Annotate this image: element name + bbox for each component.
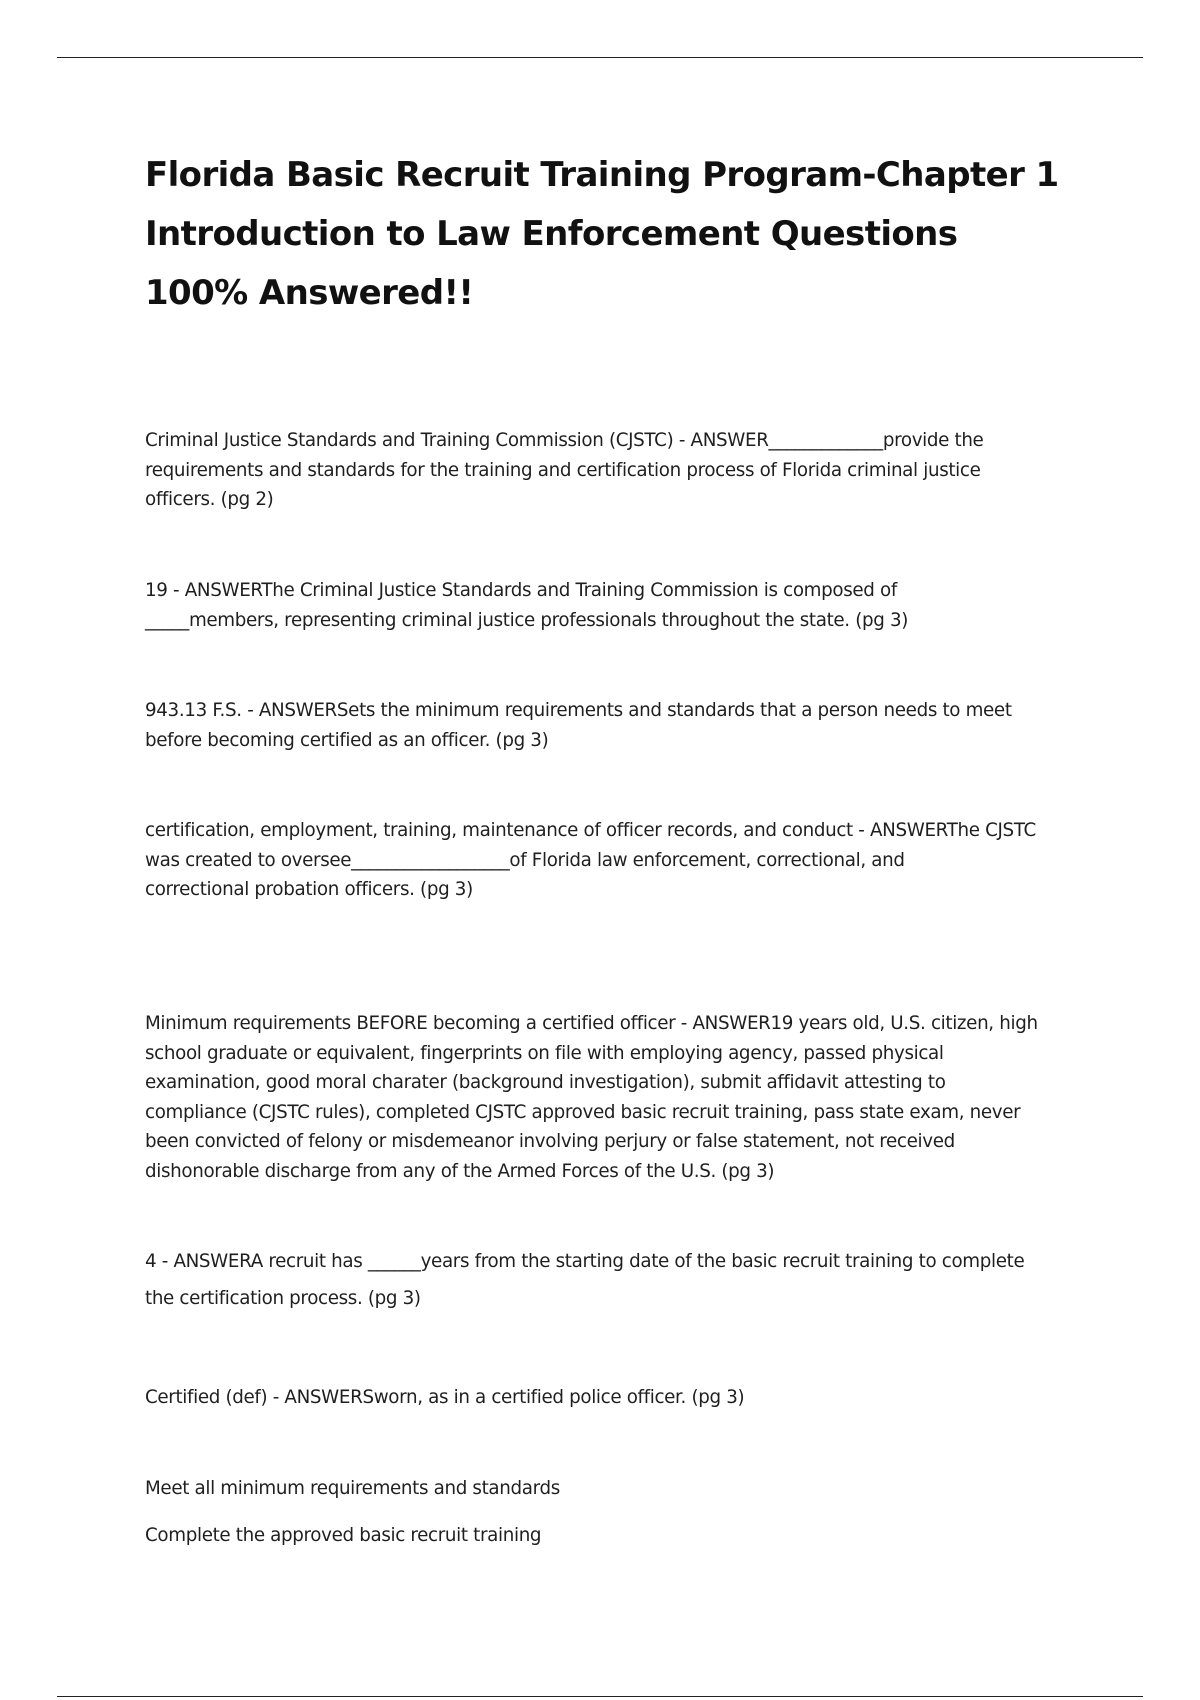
page-title — [145, 146, 1075, 323]
entry-line: correctional probation officers. (pg 3) — [145, 879, 473, 900]
qa-entry — [145, 1247, 1065, 1321]
entry-line: 19 - ANSWERThe Criminal Justice Standards and Training Commission is composed of — [145, 580, 897, 601]
entry-line: school graduate or equivalent, fingerprints on file with employing agency, passed physical — [145, 1042, 944, 1064]
entry-line: compliance (CJSTC rules), completed CJSTC approved basic recruit training, pass state exam, never — [145, 1101, 1021, 1123]
entry-line: before becoming certified as an officer. (pg 3) — [145, 729, 549, 751]
entry-line: Criminal Justice Standards and Training Commission (CJSTC) - ANSWER_____________provide the — [145, 430, 984, 451]
bottom-rule — [57, 1696, 1143, 1697]
entry-line: Minimum requirements BEFORE becoming a certified officer - ANSWER19 years old, U.S. citizen, high — [145, 1013, 1038, 1034]
entry-line: _____members, representing criminal justice professionals throughout the state. (pg 3) — [145, 609, 909, 631]
entry-line: examination, good moral charater (background investigation), submit affidavit attesting to — [145, 1072, 946, 1093]
entry-line: was created to oversee__________________of Florida law enforcement, correctional, and — [145, 849, 905, 871]
title-line: 100% Answered!! — [145, 273, 474, 313]
qa-entry — [145, 696, 1065, 755]
title-line: Introduction to Law Enforcement Questions — [145, 214, 958, 254]
qa-entry — [145, 816, 1065, 905]
entry-line: requirements and standards for the training and certification process of Florida criminal justice — [145, 459, 981, 481]
qa-entry — [145, 426, 1065, 515]
title-line: Florida Basic Recruit Training Program-Chapter 1 — [145, 155, 1059, 195]
entry-line: 943.13 F.S. - ANSWERSets the minimum requirements and standards that a person needs to meet — [145, 700, 1012, 721]
top-rule — [57, 57, 1143, 58]
entry-line: been convicted of felony or misdemeanor involving perjury or false statement, not received — [145, 1131, 955, 1152]
entry-line: the certification process. (pg 3) — [145, 1287, 421, 1309]
qa-entry — [145, 576, 1065, 635]
entry-line: certification, employment, training, maintenance of officer records, and conduct - ANSWERThe CJSTC — [145, 820, 1036, 841]
qa-entry — [145, 1383, 1065, 1413]
entry-line: Certified (def) - ANSWERSworn, as in a certified police officer. (pg 3) — [145, 1387, 745, 1408]
qa-entry — [145, 1009, 1065, 1186]
trailing-line: Complete the approved basic recruit training — [145, 1525, 542, 1546]
entry-line: officers. (pg 2) — [145, 489, 274, 510]
entry-line: 4 - ANSWERA recruit has ______years from the starting date of the basic recruit training to complete — [145, 1251, 1025, 1272]
entry-line: dishonorable discharge from any of the Armed Forces of the U.S. (pg 3) — [145, 1160, 775, 1182]
trailing-line: Meet all minimum requirements and standards — [145, 1478, 560, 1499]
